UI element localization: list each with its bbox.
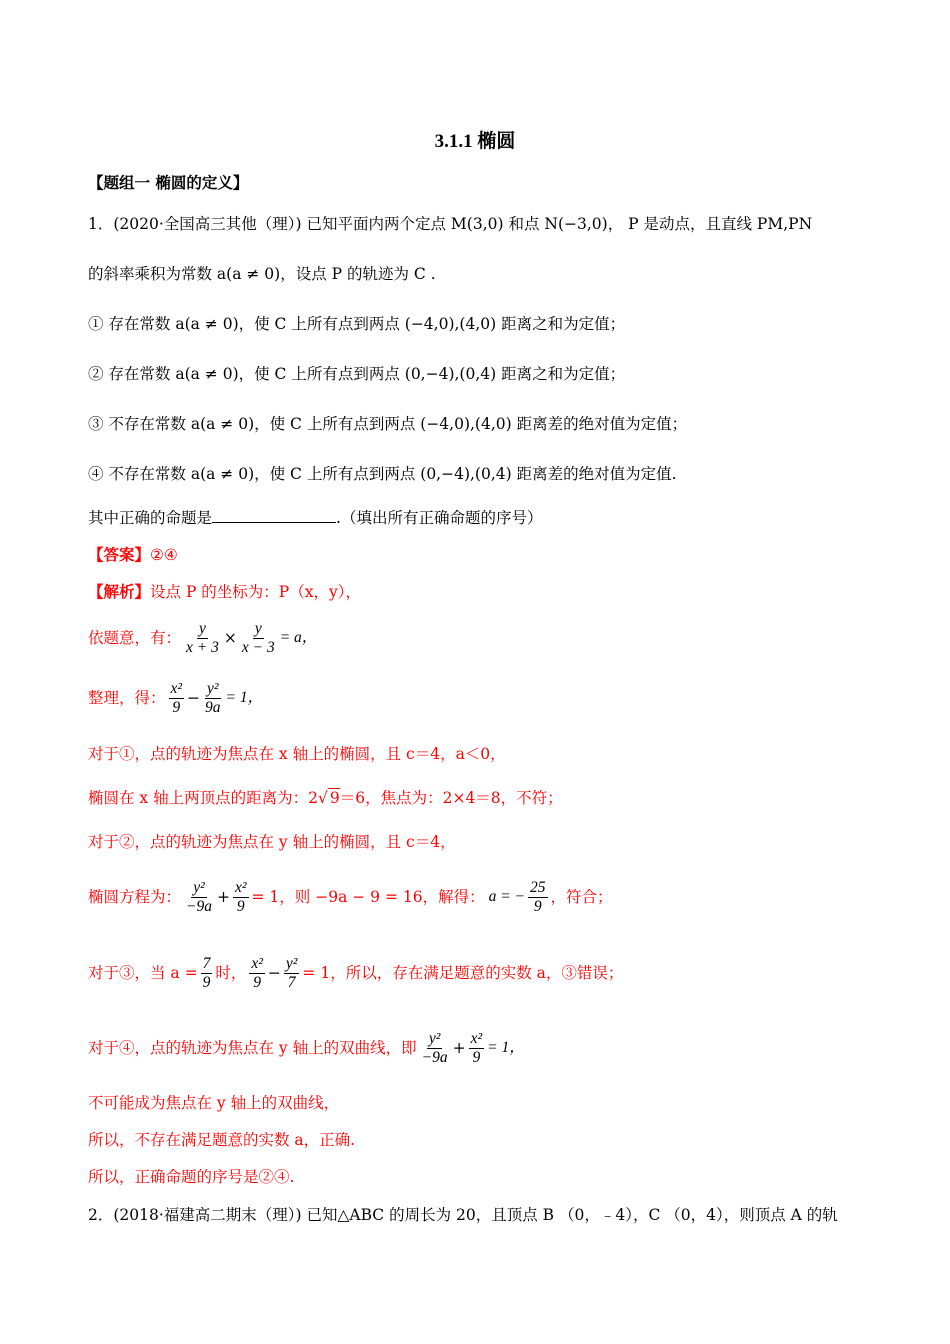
analysis-l2-pre: 依题意，有： (88, 629, 182, 647)
q1-option-1: ① 存在常数 a(a ≠ 0)，使 C 上所有点到两点 (−4,0),(4,0) 距离之和为定值； (88, 315, 626, 333)
q1-stem-line1: 1．(2020·全国高三其他（理）) 已知平面内两个定点 M(3,0) 和点 N(−3,0)， P 是动点，且直线 PM,PN (88, 215, 813, 233)
fraction-den: −9a (421, 1048, 448, 1066)
fraction-num: x² (251, 954, 263, 972)
plus-sign: + (452, 1039, 466, 1057)
fraction (233, 879, 249, 916)
minus-sign: − (267, 964, 281, 982)
plus-sign: + (216, 888, 230, 906)
analysis-line-2 (88, 614, 890, 662)
q1-question (88, 507, 890, 529)
analysis-l3-post: = 1， (225, 689, 264, 706)
fraction-den: 7 (287, 973, 296, 991)
fraction (169, 680, 185, 717)
analysis-l7-post: ，符合； (550, 888, 613, 906)
fraction-num: y (254, 619, 262, 637)
analysis-l7-a: a = − (488, 888, 525, 905)
fraction-den: 9 (472, 1048, 481, 1066)
fraction-den: 9 (172, 698, 181, 716)
fraction-num: y² (428, 1029, 441, 1047)
fraction-den: 9 (533, 897, 542, 915)
fraction-den: −9a (186, 897, 212, 915)
analysis-line-1 (88, 581, 890, 603)
analysis-line-4: 对于①，点的轨迹为焦点在 x 轴上的椭圆，且 c＝4，a＜0， (88, 745, 506, 763)
q2-stem-line1: 2．(2018·福建高二期末（理）) 已知△ABC 的周长为 20，且顶点 B （0，﹣4），C （0，4），则顶点 A 的轨 (88, 1206, 838, 1224)
analysis-line-12: 所以，正确命题的序号是②④. (88, 1168, 295, 1186)
analysis-line-8 (88, 948, 890, 998)
fraction-den: 9a (205, 698, 221, 716)
analysis-label: 【解析】 (88, 582, 151, 601)
fraction-num: y² (193, 878, 205, 896)
page-title: 3.1.1 椭圆 (434, 131, 516, 152)
analysis-text-1: 设点 P 的坐标为：P（x，y）， (150, 583, 361, 601)
fraction-num: x² (470, 1029, 483, 1047)
analysis-l8-pre: 对于③，当 a = (88, 964, 198, 982)
q1-option-2: ② 存在常数 a(a ≠ 0)，使 C 上所有点到两点 (0,−4),(0,4) 距离之和为定值； (88, 365, 626, 383)
analysis-l2-post: = a， (279, 629, 318, 646)
fraction-num: y² (207, 679, 219, 697)
analysis-l5-post: ＝6，焦点为：2×4＝8，不符； (339, 789, 563, 807)
sqrt-sign: √ (317, 789, 328, 807)
fraction (469, 1030, 485, 1067)
answer-blank (212, 508, 336, 523)
q1-question-post: .（填出所有正确命题的序号） (336, 509, 543, 527)
fraction-den: 9 (202, 973, 211, 991)
analysis-line-5 (88, 787, 890, 809)
analysis-line-3 (88, 674, 890, 722)
q1-option-3: ③ 不存在常数 a(a ≠ 0)，使 C 上所有点到两点 (−4,0),(4,0) 距离差的绝对值为定值； (88, 415, 688, 433)
answer-label: 【答案】 (88, 545, 151, 564)
analysis-l8-mid: 时， (215, 964, 247, 982)
analysis-l7-mid: = 1，则 −9a − 9 = 16，解得： (251, 888, 485, 906)
analysis-l5-pre: 椭圆在 x 轴上两顶点的距离为：2 (88, 789, 318, 807)
fraction (249, 955, 265, 992)
analysis-line-10: 不可能成为焦点在 y 轴上的双曲线， (88, 1094, 340, 1112)
analysis-line-11: 所以，不存在满足题意的实数 a，正确. (88, 1131, 356, 1149)
analysis-l9-post: = 1， (487, 1039, 525, 1056)
fraction-num: y² (285, 954, 298, 972)
fraction-den: x − 3 (241, 638, 275, 656)
sqrt-radicand: 9 (329, 789, 340, 807)
minus-sign: − (187, 689, 201, 707)
fraction (240, 620, 277, 657)
fraction (284, 955, 300, 992)
fraction-den: 9 (236, 897, 245, 915)
fraction (201, 955, 213, 992)
analysis-line-7 (88, 872, 890, 922)
section-heading: 【题组一 椭圆的定义】 (88, 173, 249, 192)
fraction (420, 1030, 450, 1067)
fraction-den: 9 (253, 973, 261, 991)
q1-question-pre: 其中正确的命题是 (88, 509, 213, 527)
fraction-num: x² (234, 878, 247, 896)
analysis-line-6: 对于②，点的轨迹为焦点在 y 轴上的椭圆，且 c＝4， (88, 833, 456, 851)
fraction-num: 7 (202, 954, 211, 972)
q1-option-4: ④ 不存在常数 a(a ≠ 0)，使 C 上所有点到两点 (0,−4),(0,4) 距离差的绝对值为定值. (88, 465, 677, 483)
analysis-l9-pre: 对于④，点的轨迹为焦点在 y 轴上的双曲线，即 (88, 1039, 417, 1057)
fraction (184, 879, 214, 916)
answer-line (88, 544, 890, 566)
analysis-line-9 (88, 1023, 890, 1073)
fraction (528, 879, 548, 916)
fraction (184, 620, 221, 657)
times-sign: × (223, 629, 237, 647)
analysis-l7-pre: 椭圆方程为： (88, 888, 182, 906)
fraction (203, 680, 223, 717)
analysis-l8-post: = 1，所以，存在满足题意的实数 a，③错误； (302, 964, 624, 982)
fraction-num: y (198, 619, 206, 637)
answer-value: ②④ (150, 546, 178, 564)
fraction-num: 25 (530, 878, 546, 896)
analysis-l3-pre: 整理，得： (88, 689, 166, 707)
q1-stem-line2: 的斜率乘积为常数 a(a ≠ 0)，设点 P 的轨迹为 C . (88, 265, 436, 283)
fraction-num: x² (170, 679, 183, 697)
fraction-den: x + 3 (186, 638, 219, 656)
